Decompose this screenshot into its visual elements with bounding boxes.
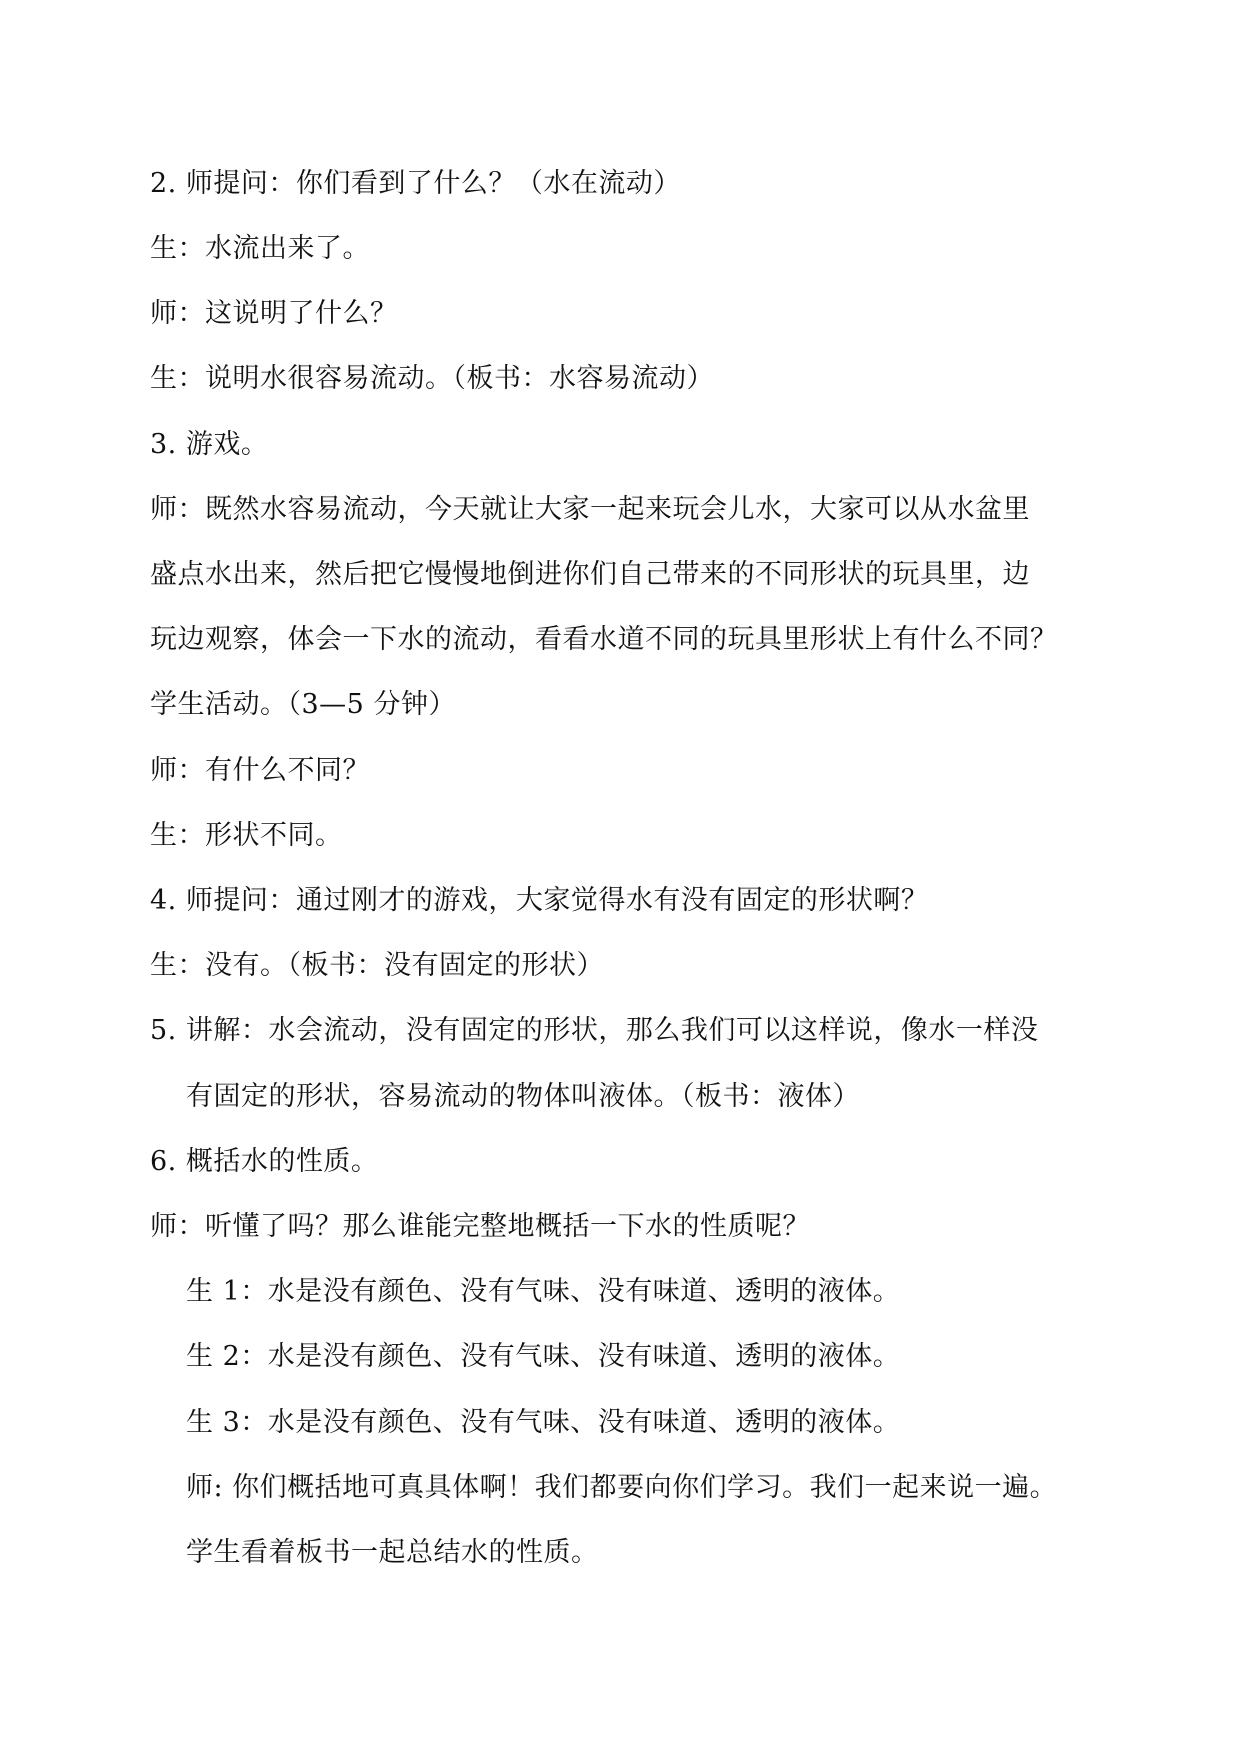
text-line-student-2-answer: 生 2：水是没有颜色、没有气味、没有味道、透明的液体。	[186, 1341, 901, 1372]
text-line-teacher-praise: 师: 你们概括地可真具体啊！我们都要向你们学习。我们一起来说一遍。	[186, 1472, 1058, 1503]
text-line-teacher-instruction: 师：既然水容易流动，今天就让大家一起来玩会儿水，大家可以从水盆里	[150, 494, 1030, 525]
text-line-student-answer: 生：形状不同。	[150, 820, 343, 851]
text-line-teacher-question: 师：这说明了什么？	[150, 298, 398, 329]
text-line-teacher-instruction: 盛点水出来，然后把它慢慢地倒进你们自己带来的不同形状的玩具里，边	[150, 559, 1030, 590]
text-line-student-summary: 学生看着板书一起总结水的性质。	[186, 1537, 599, 1568]
text-line-student-1-answer: 生 1：水是没有颜色、没有气味、没有味道、透明的液体。	[186, 1276, 901, 1307]
text-line-teacher-question: 师：有什么不同？	[150, 755, 370, 786]
text-line-teacher-question: 师：听懂了吗？那么谁能完整地概括一下水的性质呢？	[150, 1211, 810, 1242]
text-line-student-activity: 学生活动。（3—5 分钟）	[150, 689, 456, 720]
text-line-student-3-answer: 生 3：水是没有颜色、没有气味、没有味道、透明的液体。	[186, 1407, 901, 1438]
text-line-explanation-continued: 有固定的形状，容易流动的物体叫液体。（板书：液体）	[186, 1081, 860, 1112]
text-line-teacher-question-4: 4. 师提问：通过刚才的游戏，大家觉得水有没有固定的形状啊？	[150, 885, 929, 916]
text-line-student-answer: 生：没有。（板书：没有固定的形状）	[150, 950, 604, 981]
text-line-student-answer: 生：说明水很容易流动。（板书：水容易流动）	[150, 363, 714, 394]
text-line-section-summary: 6. 概括水的性质。	[150, 1146, 379, 1177]
text-line-explanation-5: 5. 讲解：水会流动，没有固定的形状，那么我们可以这样说，像水一样没	[150, 1015, 1039, 1046]
text-line-student-answer: 生：水流出来了。	[150, 233, 370, 264]
text-line-teacher-instruction: 玩边观察，体会一下水的流动，看看水道不同的玩具里形状上有什么不同？	[150, 624, 1058, 655]
text-line-section-game: 3. 游戏。	[150, 429, 269, 460]
text-line-teacher-question-2: 2. 师提问：你们看到了什么？（水在流动）	[150, 168, 681, 199]
